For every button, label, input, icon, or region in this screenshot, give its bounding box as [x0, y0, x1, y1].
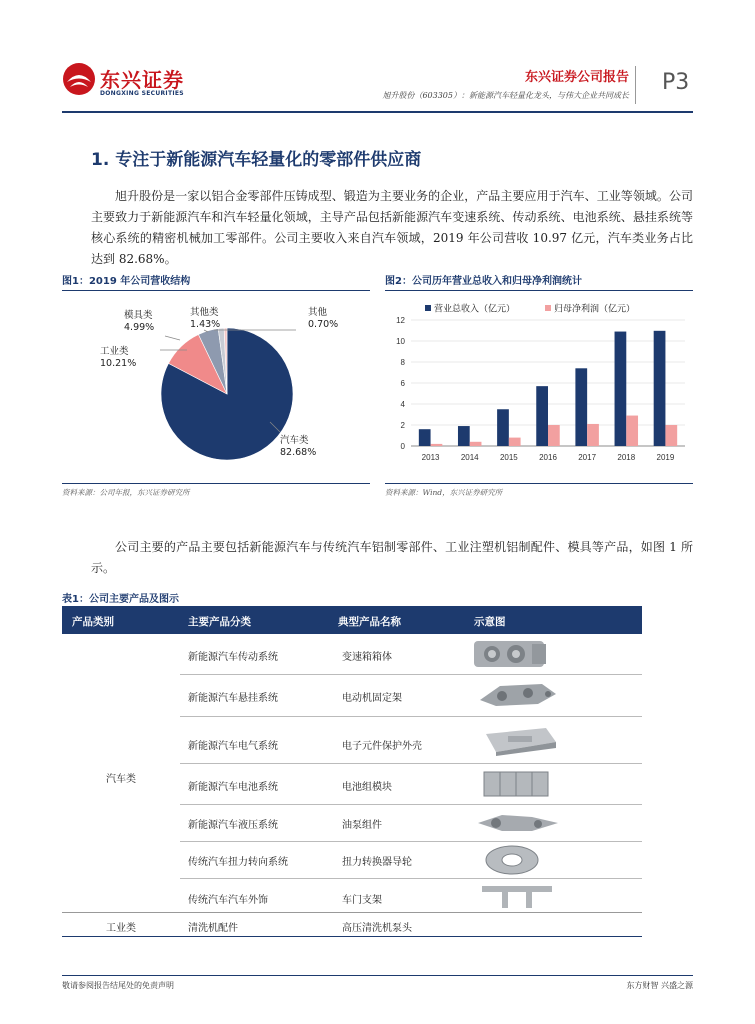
bar-revenue	[536, 386, 548, 446]
row-class: 传统汽车扭力转向系统	[188, 857, 288, 868]
company-logo	[62, 62, 182, 102]
footer-slogan: 东方财智 兴盛之源	[626, 981, 693, 990]
pie-label-industrial	[100, 346, 136, 370]
row-product: 变速箱箱体	[342, 652, 392, 663]
y-tick-label: 6	[400, 379, 405, 388]
bar-chart	[385, 292, 693, 482]
row-product: 电子元件保护外壳	[342, 741, 422, 752]
bar-revenue	[419, 429, 431, 446]
electronics-housing-image	[472, 724, 564, 756]
y-tick-label: 2	[400, 421, 405, 430]
report-title: 东兴证券公司报告	[524, 70, 629, 85]
pie-label-other	[308, 307, 338, 331]
x-tick-label: 2015	[499, 453, 518, 462]
x-tick-label: 2018	[617, 453, 636, 462]
figure2-bottom-rule	[385, 483, 693, 484]
motor-bracket-image	[472, 678, 564, 710]
battery-module-image	[472, 768, 564, 800]
footer-disclaimer: 敬请参阅报告结尾处的免责声明	[62, 981, 174, 990]
row-product: 高压清洗机泵头	[342, 923, 412, 934]
bar-net-profit	[587, 424, 599, 446]
bar-revenue	[654, 331, 666, 446]
row-class: 清洗机配件	[188, 923, 238, 934]
pie-label-other-class-value: 1.43%	[190, 319, 221, 330]
pie-label-other-value: 0.70%	[308, 319, 339, 330]
table-bottom-rule	[62, 936, 642, 937]
x-tick-label: 2019	[656, 453, 675, 462]
table-caption: 表1：公司主要产品及图示	[62, 594, 179, 605]
pie-label-auto	[280, 435, 316, 459]
pie-label-mould-value: 4.99%	[124, 322, 155, 333]
pie-label-other-class-name: 其他类	[190, 307, 219, 318]
gearbox-housing-image	[472, 638, 564, 670]
bar-revenue	[497, 409, 509, 446]
row-class: 新能源汽车传动系统	[188, 652, 278, 663]
bar-revenue	[458, 426, 470, 446]
figure1-caption: 图1：2019 年公司营收结构	[62, 276, 191, 287]
y-tick-label: 12	[396, 316, 405, 325]
legend-swatch	[425, 305, 431, 311]
figure1-rule	[62, 290, 370, 291]
pie-label-industrial-value: 10.21%	[100, 358, 137, 369]
bar-revenue	[575, 368, 587, 446]
header-divider	[635, 66, 636, 104]
bar-revenue	[615, 332, 627, 446]
table-header-category: 产品类别	[72, 616, 114, 628]
row-divider	[180, 804, 642, 805]
torque-converter-stator-image	[472, 844, 564, 876]
table-header	[62, 606, 642, 634]
x-tick-label: 2014	[460, 453, 479, 462]
row-class: 新能源汽车电池系统	[188, 782, 278, 793]
figure2-caption: 图2：公司历年营业总收入和归母净利润统计	[385, 276, 582, 287]
pie-label-industrial-name: 工业类	[100, 346, 129, 357]
bar-net-profit	[470, 442, 482, 446]
footer-rule	[62, 975, 693, 976]
x-tick-label: 2013	[421, 453, 440, 462]
row-class: 新能源汽车液压系统	[188, 820, 278, 831]
legend-swatch	[545, 305, 551, 311]
row-divider	[180, 716, 642, 717]
row-product: 油泵组件	[342, 820, 382, 831]
row-divider	[180, 841, 642, 842]
row-product: 电动机固定架	[342, 693, 402, 704]
row-divider	[180, 878, 642, 879]
figure1-source: 资料来源：公司年报，东兴证券研究所	[62, 488, 190, 497]
row-class: 新能源汽车悬挂系统	[188, 693, 278, 704]
row-class: 新能源汽车电气系统	[188, 741, 278, 752]
bar-net-profit	[548, 425, 560, 446]
pie-label-other-class	[190, 307, 220, 331]
figure2-source: 资料来源：Wind，东兴证券研究所	[385, 488, 503, 497]
row-product: 扭力转换器导轮	[342, 857, 412, 868]
row-divider	[180, 763, 642, 764]
pie-label-auto-value: 82.68%	[280, 447, 317, 458]
table-header-product: 典型产品名称	[338, 616, 401, 628]
door-bracket-image	[472, 880, 564, 912]
bar-net-profit	[431, 444, 443, 446]
pie-label-mould-name: 模具类	[124, 310, 153, 321]
x-tick-label: 2017	[578, 453, 597, 462]
row-product: 电池组模块	[342, 782, 392, 793]
pie-label-auto-name: 汽车类	[280, 435, 309, 446]
products-paragraph: 公司主要的产品主要包括新能源汽车与传统汽车铝制零部件、工业注塑机铝制配件、模具等产品，如图 1 所示。	[91, 540, 693, 575]
header-rule	[62, 111, 693, 113]
pie-label-mould	[124, 310, 154, 334]
legend-label: 营业总收入（亿元）	[434, 304, 516, 315]
bar-net-profit	[626, 416, 638, 446]
bar-net-profit	[665, 425, 677, 446]
y-tick-label: 8	[400, 358, 405, 367]
figure1-bottom-rule	[62, 483, 370, 484]
category-auto: 汽车类	[106, 774, 136, 785]
x-tick-label: 2016	[539, 453, 557, 462]
table-header-class: 主要产品分类	[188, 616, 251, 628]
y-tick-label: 10	[396, 337, 405, 346]
brand-name-en: DONGXING SECURITIES	[100, 90, 184, 97]
section-title: 1. 专注于新能源汽车轻量化的零部件供应商	[91, 150, 422, 170]
industrial-divider	[62, 912, 642, 913]
pie-label-other-name: 其他	[308, 307, 328, 318]
y-tick-label: 0	[400, 442, 405, 451]
row-product: 车门支架	[342, 895, 382, 906]
page-number: P3	[662, 70, 690, 95]
legend-label: 归母净利润（亿元）	[554, 304, 636, 315]
row-class: 传统汽车汽车外饰	[188, 895, 268, 906]
bar-net-profit	[509, 438, 521, 446]
logo-mark-icon	[62, 62, 96, 96]
figure2-rule	[385, 290, 693, 291]
intro-paragraph: 旭升股份是一家以铝合金零部件压铸成型、锻造为主要业务的企业，产品主要应用于汽车、工业等领域。公司主要致力于新能源汽车和汽车轻量化领域，主导产品包括新能源汽车变速系统、传动系统、电池系统、悬挂系统等核心系统的精密机械加工零部件。公司主要收入来自汽车领域，2019 年公司营收 10.97 亿元，汽车类业务占比达到 82.68%。	[91, 189, 693, 266]
table-header-image: 示意图	[474, 616, 506, 628]
category-industrial: 工业类	[106, 923, 136, 934]
y-tick-label: 4	[400, 400, 405, 409]
oil-pump-image	[472, 807, 564, 839]
brand-name: 东兴证券	[100, 68, 184, 92]
report-subtitle: 旭升股份（603305）：新能源汽车轻量化龙头，与伟大企业共同成长	[382, 91, 629, 100]
row-divider	[180, 674, 642, 675]
